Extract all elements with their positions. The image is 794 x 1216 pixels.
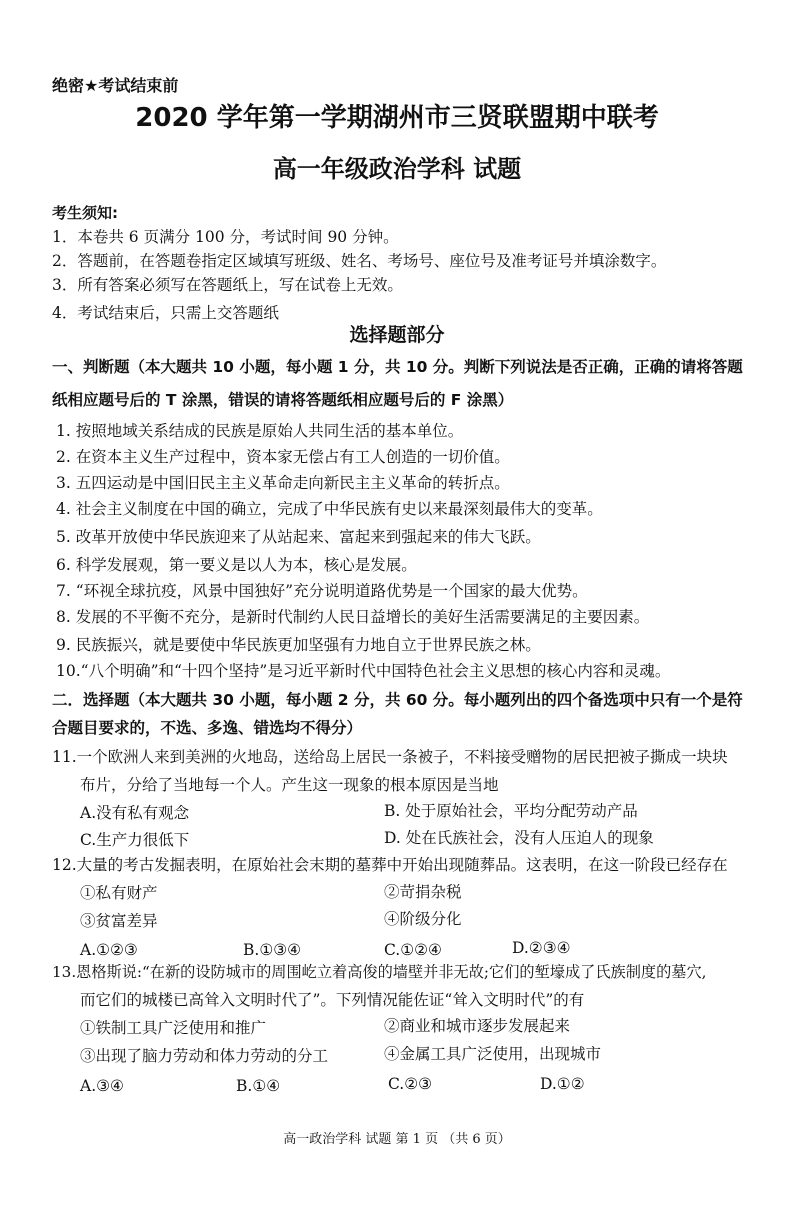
part2-heading-cont: 合题目要求的，不选、多逸、错选均不得分） <box>52 719 363 737</box>
q11-option-d: D. 处在氏族社会，没有人压迫人的现象 <box>384 829 654 847</box>
judge-item-7: 7. “环视全球抗疫，风景中国独好”充分说明道路优势是一个国家的最大优势。 <box>56 582 588 600</box>
section-title: 选择题部分 <box>349 324 445 346</box>
judge-item-5: 5. 改革开放使中华民族迎来了从站起来、富起来到强起来的伟大飞跃。 <box>56 528 541 546</box>
q12-statement-3: ③贫富差异 <box>80 912 158 930</box>
exam-subtitle: 高一年级政治学科 试题 <box>272 155 522 183</box>
q13-statement-3: ③出现了脑力劳动和体力劳动的分工 <box>80 1047 329 1065</box>
q12-option-d: D.②③④ <box>512 939 571 957</box>
q12-statement-1: ①私有财产 <box>80 884 158 902</box>
q13-option-b: B.①④ <box>236 1077 281 1095</box>
q12-option-a: A.①②③ <box>80 941 138 959</box>
confidential-label: 绝密★考试结束前 <box>52 76 179 95</box>
q11-option-c: C.生产力很低下 <box>80 831 190 849</box>
q13-stem-cont: 而它们的城楼已高耸入文明时代了”。下列情况能佐证“耸入文明时代”的有 <box>80 991 585 1009</box>
q11-option-a: A.没有私有观念 <box>80 804 190 822</box>
judge-item-3: 3. 五四运动是中国旧民主主义革命走向新民主主义革命的转折点。 <box>56 474 510 492</box>
judge-item-4: 4. 社会主义制度在中国的确立，完成了中华民族有史以来最深刻最伟大的变革。 <box>56 500 603 518</box>
notice-heading: 考生须知: <box>52 204 118 222</box>
part2-heading: 二．选择题（本大题共 30 小题，每小题 2 分，共 60 分。每小题列出的四个备选项中只有一个是符 <box>52 691 743 709</box>
judge-item-6: 6. 科学发展观，第一要义是以人为本，核心是发展。 <box>56 556 417 574</box>
judge-item-2: 2. 在资本主义生产过程中，资本家无偿占有工人创造的一切价值。 <box>56 448 510 466</box>
judge-item-10: 10.“八个明确”和“十四个坚持”是习近平新时代中国特色社会主义思想的核心内容和灵魂。 <box>56 662 671 680</box>
part1-heading: 一、判断题（本大题共 10 小题，每小题 1 分，共 10 分。判断下列说法是否正确，正确的请将答题 <box>52 358 743 376</box>
judge-item-9: 9. 民族振兴，就是要使中华民族更加坚强有力地自立于世界民族之林。 <box>56 636 541 654</box>
q13-stem: 13.恩格斯说:“在新的设防城市的周围屹立着高俊的墙壁并非无故;它们的堑壕成了氏族制度的墓穴, <box>52 963 707 981</box>
q13-option-c: C.②③ <box>388 1075 433 1093</box>
q12-option-b: B.①③④ <box>243 941 302 959</box>
judge-item-1: 1. 按照地域关系结成的民族是原始人共同生活的基本单位。 <box>56 422 464 440</box>
notice-item: 4．考试结束后，只需上交答题纸 <box>52 304 279 322</box>
part1-heading-cont: 纸相应题号后的 T 涂黑，错误的请将答题纸相应题号后的 F 涂黑） <box>52 391 514 409</box>
q11-stem: 11.一个欧洲人来到美洲的火地岛，送给岛上居民一条被子，不料接受赠物的居民把被子撕成一块块 <box>52 748 728 766</box>
q13-statement-2: ②商业和城市逐步发展起来 <box>384 1017 571 1035</box>
q13-option-d: D.①② <box>540 1075 585 1093</box>
page-footer: 高一政治学科 试题 第 1 页 （共 6 页） <box>283 1132 511 1147</box>
q12-statement-2: ②苛捐杂税 <box>384 883 462 901</box>
q11-stem-cont: 布片，分给了当地每一个人。产生这一现象的根本原因是当地 <box>80 776 499 794</box>
q13-statement-4: ④金属工具广泛使用，出现城市 <box>384 1045 602 1063</box>
exam-title: 2020 学年第一学期湖州市三贤联盟期中联考 <box>135 103 659 133</box>
judge-item-8: 8. 发展的不平衡不充分，是新时代制约人民日益增长的美好生活需要满足的主要因素。 <box>56 608 650 626</box>
notice-item: 2．答题前，在答题卷指定区域填写班级、姓名、考场号、座位号及准考证号并填涂数字。 <box>52 252 667 270</box>
q11-option-b: B. 处于原始社会，平均分配劳动产品 <box>384 802 638 820</box>
notice-item: 1．本卷共 6 页满分 100 分，考试时间 90 分钟。 <box>52 228 399 246</box>
q13-statement-1: ①铁制工具广泛使用和推广 <box>80 1019 267 1037</box>
q12-statement-4: ④阶级分化 <box>384 910 462 928</box>
q12-option-c: C.①②④ <box>384 941 442 959</box>
notice-item: 3．所有答案必须写在答题纸上，写在试卷上无效。 <box>52 276 403 294</box>
q12-stem: 12.大量的考古发掘表明，在原始社会末期的墓葬中开始出现随葬品。这表明，在这一阶段已经存在 <box>52 856 728 874</box>
q13-option-a: A.③④ <box>80 1077 124 1095</box>
